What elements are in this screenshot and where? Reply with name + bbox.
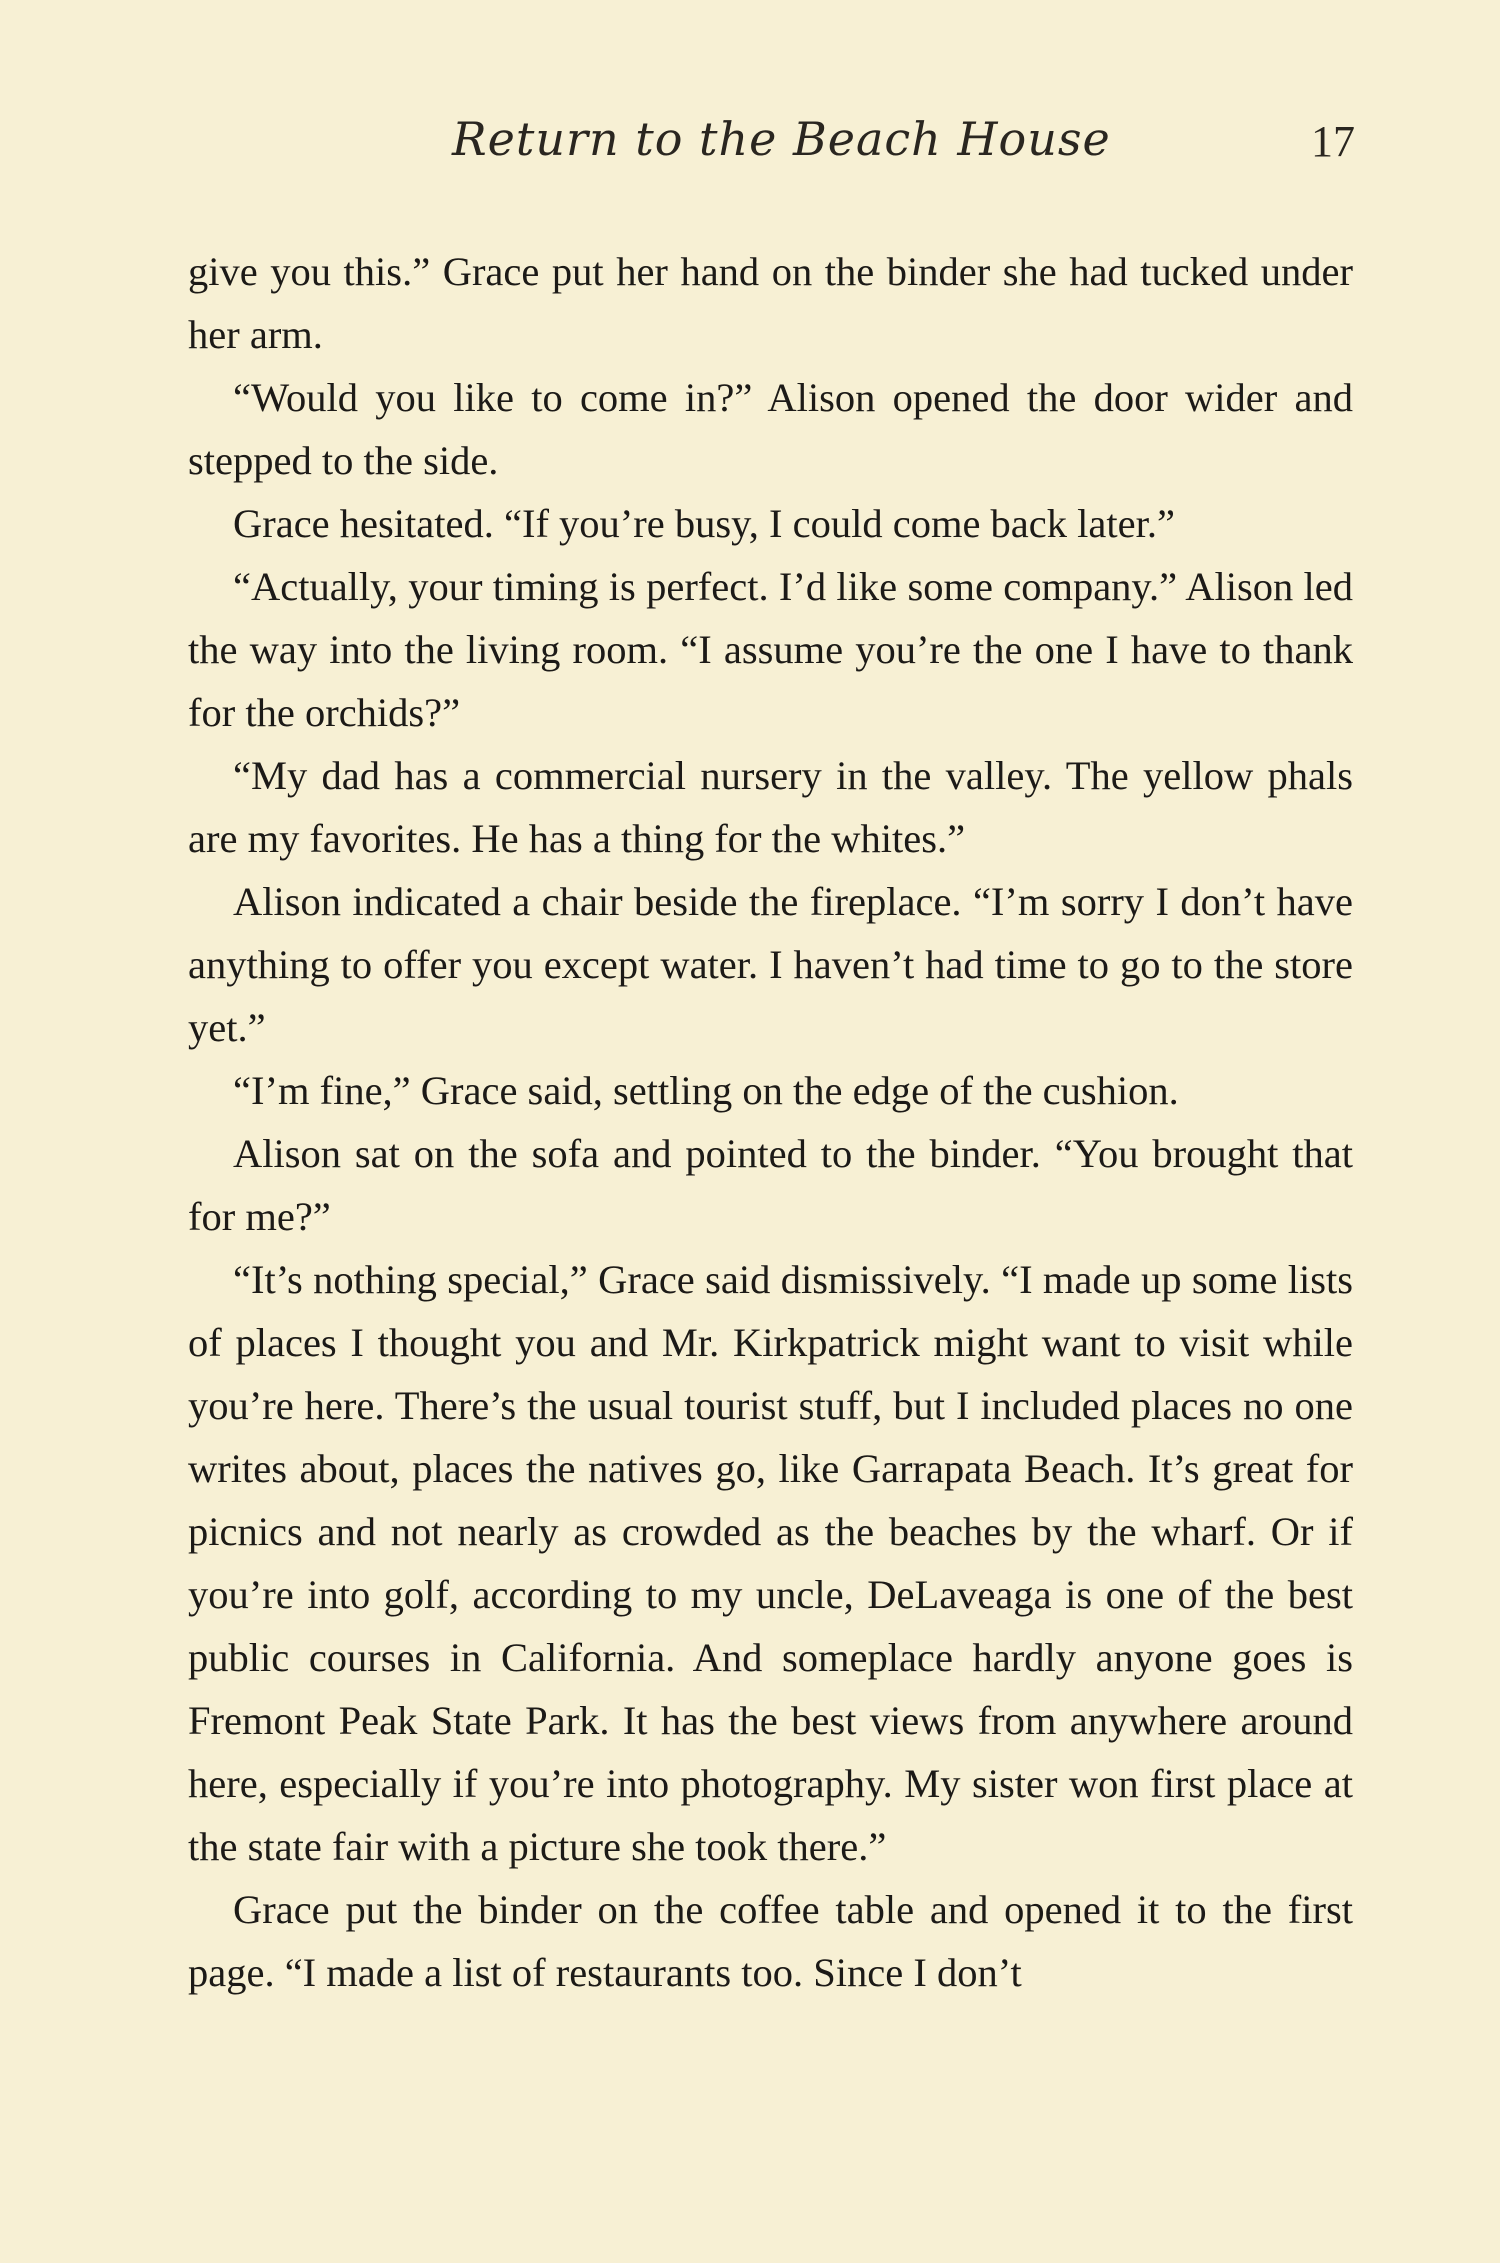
running-title: Return to the Beach House <box>452 112 1111 166</box>
page-number: 17 <box>1311 117 1355 166</box>
paragraph: “My dad has a commercial nursery in the valley. The yellow phals are my favorites. He has a thing for the whites.” <box>188 753 1353 861</box>
paragraph: “It’s nothing special,” Grace said dismissively. “I made up some lists of places I thought you and Mr. Kirkpatrick might want to visit while you’re here. There’s the usual tourist stuff, but I included places no one writes about, places the natives go, like Garrapata Beach. It’s great for picnics and not nearly as crowded as the beaches by the wharf. Or if you’re into golf, according to my uncle, DeLaveaga is one of the best public courses in California. And someplace hardly anyone goes is Fremont Peak State Park. It has the best views from anywhere around here, especially if you’re into photography. My sister won first place at the state fair with a picture she took there.” <box>188 1257 1353 1869</box>
paragraph: Grace put the binder on the coffee table and opened it to the first page. “I made a list of restaurants too. Since I don’t <box>188 1887 1353 1995</box>
paragraph: Grace hesitated. “If you’re busy, I could come back later.” <box>233 501 1175 546</box>
paragraph: “I’m fine,” Grace said, settling on the edge of the cushion. <box>233 1068 1179 1113</box>
body-text <box>188 240 1353 2004</box>
page-header <box>190 112 1355 192</box>
paragraph: “Actually, your timing is perfect. I’d like some company.” Alison led the way into the living room. “I assume you’re the one I have to thank for the orchids?” <box>188 564 1353 735</box>
paragraph: Alison sat on the sofa and pointed to the binder. “You brought that for me?” <box>188 1131 1353 1239</box>
paragraph: Alison indicated a chair beside the fireplace. “I’m sorry I don’t have anything to offer you except water. I haven’t had time to go to the store yet.” <box>188 879 1353 1050</box>
paragraph: give you this.” Grace put her hand on the binder she had tucked under her arm. <box>188 249 1353 357</box>
paragraph: “Would you like to come in?” Alison opened the door wider and stepped to the side. <box>188 375 1353 483</box>
